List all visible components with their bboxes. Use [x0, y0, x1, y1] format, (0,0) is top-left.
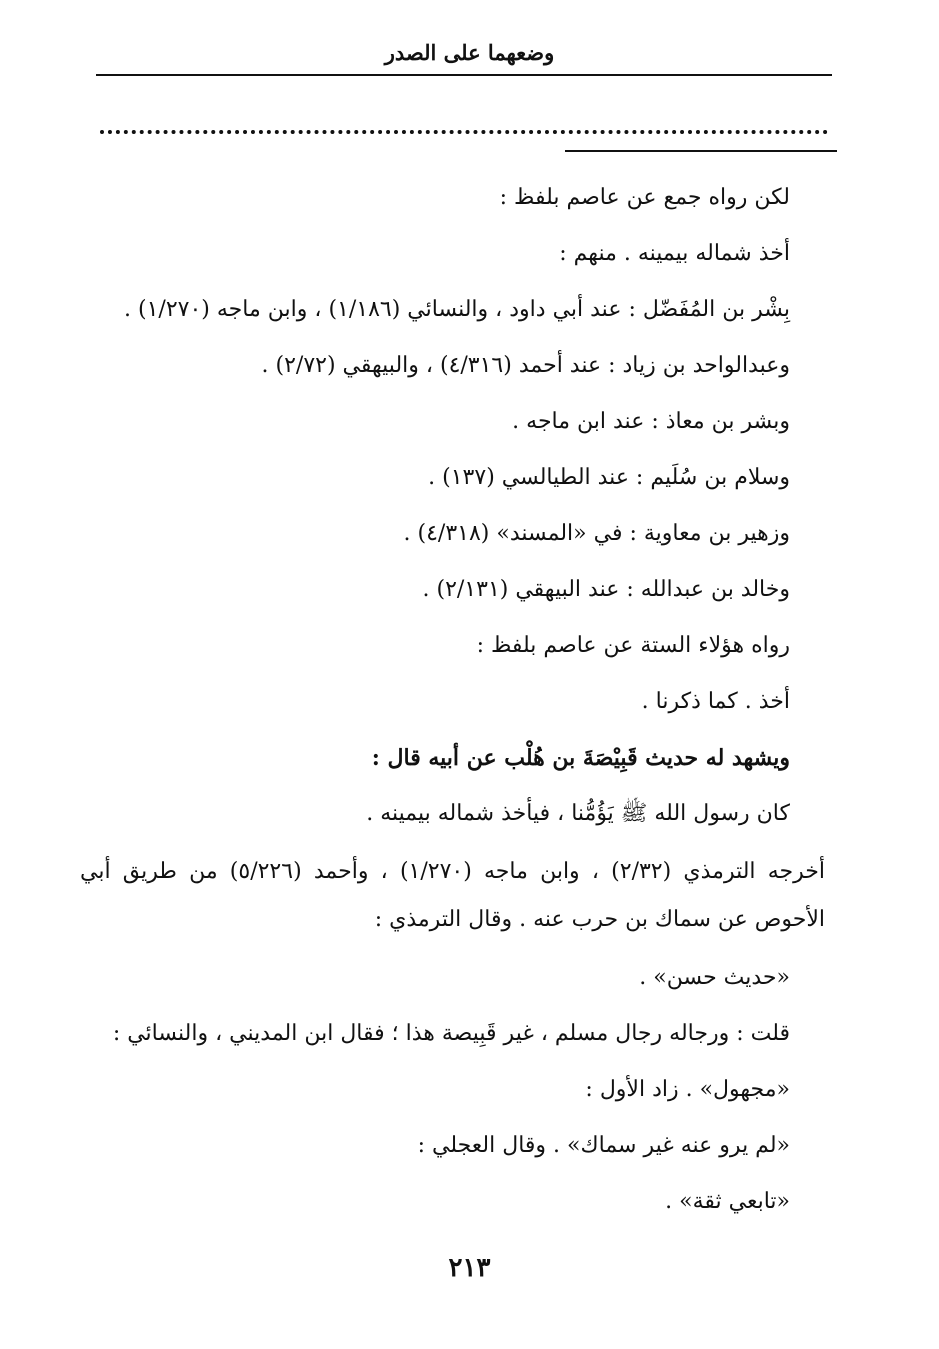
text-line: «لم يرو عنه غير سماك» . وقال العجلي :	[417, 1133, 790, 1158]
text-line: «حديث حسن» .	[639, 965, 790, 990]
text-line: وبشر بن معاذ : عند ابن ماجه .	[512, 409, 790, 434]
section-heading-line: ويشهد له حديث قَبِيْصَةَ بن هُلْب عن أبيه قال :	[371, 745, 790, 771]
text-line: «تابعي ثقة» .	[665, 1189, 790, 1214]
text-line: وعبدالواحد بن زياد : عند أحمد (٤/٣١٦) ، والبيهقي (٢/٧٢) .	[261, 353, 790, 378]
text-line: كان رسول الله ﷺ يَؤُمُّنا ، فيأخذ شماله بيمينه .	[366, 801, 790, 826]
text-line: أخذ . كما ذكرنا .	[641, 689, 790, 714]
main-text	[80, 170, 825, 1230]
footnote-rule	[565, 150, 837, 152]
dotted-separator	[100, 118, 828, 134]
text-line: قلت : ورجاله رجال مسلم ، غير قَبِيصة هذا ؛ فقال ابن المديني ، والنسائي :	[112, 1021, 790, 1046]
text-line: وزهير بن معاوية : في «المسند» (٤/٣١٨) .	[403, 521, 790, 546]
text-line: لكن رواه جمع عن عاصم بلفظ :	[499, 185, 790, 210]
text-line: وسلام بن سُلَيم : عند الطيالسي (١٣٧) .	[428, 465, 790, 490]
takhrij-paragraph: أخرجه الترمذي (٢/٣٢) ، وابن ماجه (١/٢٧٠) ، وأحمد (٥/٢٢٦) من طريق أبي الأحوص عن سماك بن حرب عنه . وقال الترمذي :	[80, 859, 825, 932]
header-rule	[96, 74, 832, 76]
page-number: ٢١٣	[448, 1253, 491, 1283]
text-line: بِشْر بن المُفَضّل : عند أبي داود ، والنسائي (١/١٨٦) ، وابن ماجه (١/٢٧٠) .	[124, 297, 790, 322]
text-line: أخذ شماله بيمينه . منهم :	[559, 241, 790, 266]
text-line: «مجهول» . زاد الأول :	[585, 1077, 790, 1102]
text-line: وخالد بن عبدالله : عند البيهقي (٢/١٣١) .	[422, 577, 790, 602]
text-line: رواه هؤلاء الستة عن عاصم بلفظ :	[476, 633, 790, 658]
running-header-title: وضعهما على الصدر	[384, 40, 555, 65]
